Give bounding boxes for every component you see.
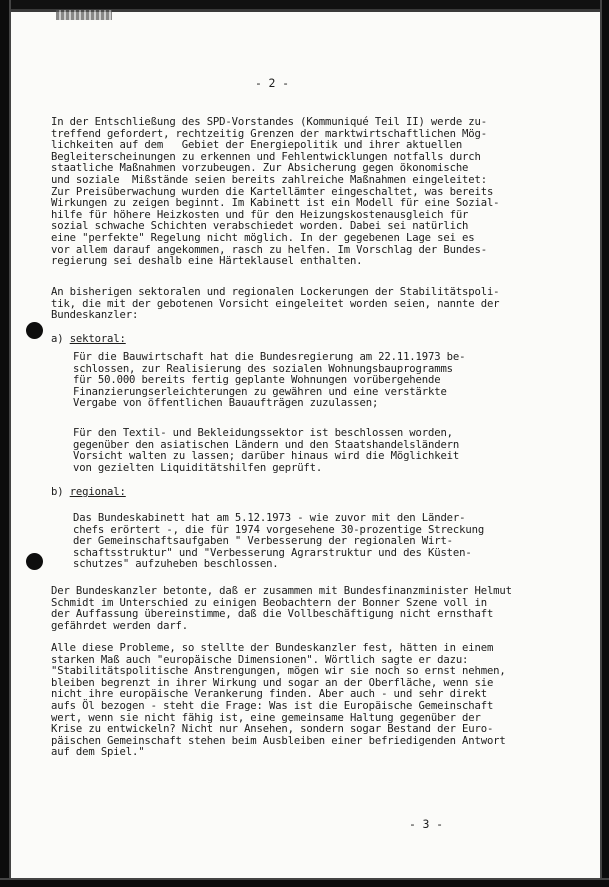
scan-border-left — [0, 0, 14, 887]
scan-border-bottom — [0, 875, 609, 887]
list-label-sektoral — [51, 334, 126, 346]
list-heading-regional: regional: — [69, 486, 126, 498]
paragraph-vollbeschaeftigung: Der Bundeskanzler betonte, daß er zusammen mit Bundesfinanzminister Helmut Schmidt im Unterschied zu einigen Beobachtern der Bonner Szene voll in der Auffassung übereinstimme, daß die Vollbeschäftigung nicht ernsthaft gefährdet werden darf. — [51, 585, 512, 632]
list-marker-b: b) — [51, 486, 70, 498]
paragraph-bauwirtschaft: Für die Bauwirtschaft hat die Bundesregierung am 22.11.1973 be- schlossen, zur Realisierung des sozialen Wohnungsbauprogramms für 50.000 bereits fertig geplante Wohnungen vorübergehende Finanzierungserleichterungen zu gewähren und eine verstärkte Vergabe von öffentlichen Bauaufträgen zuzulassen; — [73, 351, 466, 410]
list-heading-sektoral: sektoral: — [69, 333, 126, 345]
scan-border-right — [597, 0, 609, 887]
paragraph-bundeskabinett: Das Bundeskabinett hat am 5.12.1973 - wie zuvor mit den Länder- chefs erörtert -, die für 1974 vorgesehene 30-prozentige Streckung der Gemeinschaftsaufgaben " Verbesserung der regionalen Wirt- schaftsstruktur" und "Verbesserung Agrarstruktur und des Küsten- schutzes" aufzuheben beschlossen. — [73, 512, 485, 571]
paragraph-europaeische-dimension: Alle diese Probleme, so stellte der Bundeskanzler fest, hätten in einem starken Maß auch "europäische Dimensionen". Wörtlich sagte er dazu: "Stabilitätspolitische Anstrengungen, mögen wir sie noch so ernst nehmen, bleiben begrenzt in ihrer Wirkung und sogar an der Oberfläche, wenn sie nicht ihre europäische Verankerung finden. Aber auch - und sehr direkt aufs Öl bezogen - steht die Frage: Was ist die Europäische Gemeinschaft wert, wenn sie nicht fähig ist, eine gemeinsame Haltung gegenüber der Krise zu entwickeln? Nicht nur Ansehen, sondern sogar Bestand der Euro- päischen Gemeinschaft stehen beim Ausbleiben einer befriedigenden Antwort auf dem Spiel." — [51, 642, 506, 759]
list-label-regional — [51, 487, 126, 499]
punch-hole-upper — [26, 322, 43, 339]
paragraph-textilsektor: Für den Textil- und Bekleidungssektor ist beschlossen worden, gegenüber den asiatischen Ländern und den Staatshandelsländern Vorsicht walten zu lassen; darüber hinaus wird die Möglichkeit von gezielten Liquiditätshilfen geprüft. — [73, 427, 460, 474]
page-number: - 2 - — [255, 76, 289, 90]
next-page-marker: - 3 - — [409, 817, 443, 831]
paragraph-spd-resolution: In der Entschließung des SPD-Vorstandes (Kommuniqué Teil II) werde zu- treffend gefordert, rechtzeitig Grenzen der marktwirtschaftlichen Mög- lichkeiten auf dem Gebiet der Energiepolitik und ihrer aktuellen Begleiterscheinungen zu erkennen und Fehlentwicklungen notfalls durch staatliche Maßnahmen vorzubeugen. Zur Absicherung gegen ökonomische und soziale Mißstände seien bereits zahlreiche Maßnahmen eingeleitet: Zur Preisüberwachung wurden die Kartellämter eingeschaltet, was bereits Wirkungen zu zeigen beginnt. Im Kabinett ist ein Modell für eine Sozial- hilfe für höhere Heizkosten und für den Heizungskostenausgleich für sozial schwache Schichten verabschiedet worden. Dabei sei natürlich eine "perfekte" Regelung nicht möglich. In der gegebenen Lage sei es vor allem darauf angekommen, rasch zu helfen. Im Vorschlag der Bundes- regierung sei deshalb eine Härteklausel enthalten. — [51, 116, 500, 268]
punch-hole-lower — [26, 553, 43, 570]
archive-stamp-mark — [56, 10, 112, 20]
list-marker-a: a) — [51, 333, 70, 345]
paragraph-lockerungen-intro: An bisherigen sektoralen und regionalen Lockerungen der Stabilitätspoli- tik, die mit der gebotenen Vorsicht eingeleitet worden seien, nannte der Bundeskanzler: — [51, 286, 500, 322]
